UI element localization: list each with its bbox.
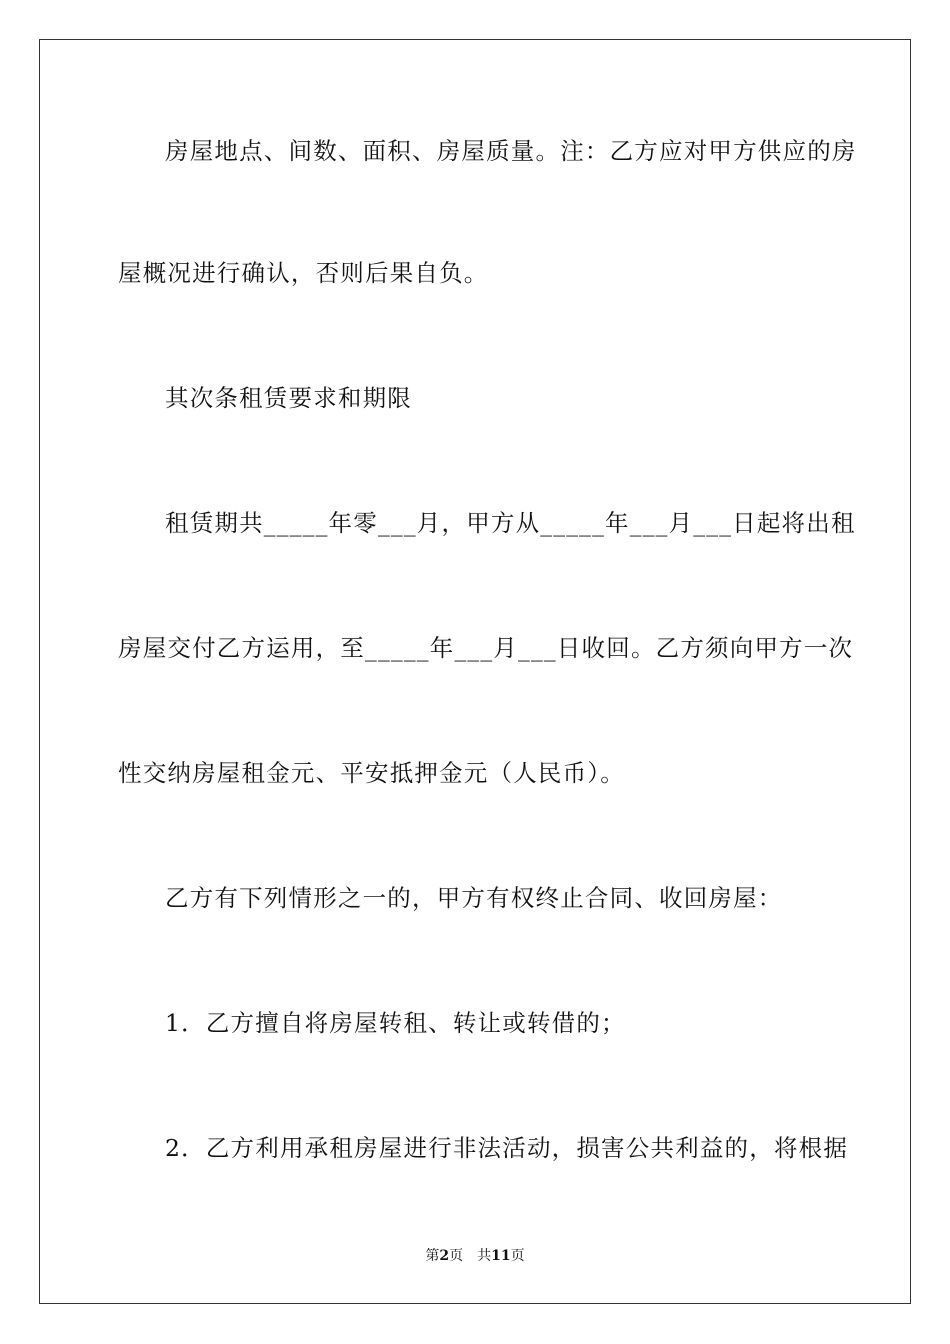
footer-page-suffix: 页: [449, 1248, 464, 1264]
paragraph-line: 房屋交付乙方运用，至_____年___月___日收回。乙方须向甲方一次: [118, 634, 854, 662]
page-footer: [0, 1246, 950, 1266]
list-item: 1．乙方擅自将房屋转租、转让或转借的；: [165, 1009, 626, 1037]
footer-total-pages: 11: [491, 1248, 511, 1264]
paragraph-line: 租赁期共_____年零___月，甲方从_____年___月___日起将出租: [165, 509, 856, 537]
paragraph-line: 性交纳房屋租金元、平安抵押金元（人民币）。: [118, 759, 625, 787]
section-heading: 其次条租赁要求和期限: [165, 384, 412, 412]
footer-total-suffix: 页: [510, 1248, 525, 1264]
footer-page-prefix: 第: [425, 1248, 440, 1264]
footer-total-prefix: 共: [477, 1248, 492, 1264]
paragraph-line: 乙方有下列情形之一的，甲方有权终止合同、收回房屋：: [165, 884, 783, 912]
paragraph-line: 房屋地点、间数、面积、房屋质量。注：乙方应对甲方供应的房: [165, 137, 857, 165]
list-item: 2．乙方利用承租房屋进行非法活动，损害公共利益的，将根据: [165, 1134, 849, 1162]
paragraph-line: 屋概况进行确认，否则后果自负。: [118, 259, 489, 287]
page-border: [39, 39, 911, 1304]
footer-page-number: 2: [439, 1248, 450, 1264]
